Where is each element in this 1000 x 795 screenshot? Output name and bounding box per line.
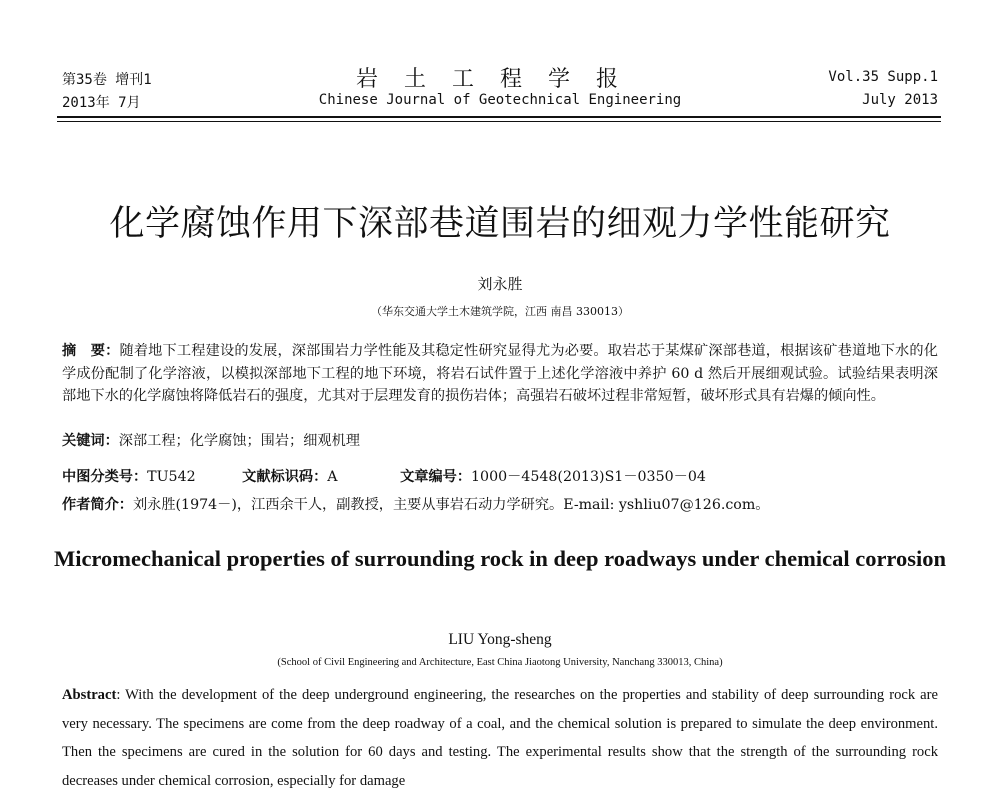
doc-code-label: 文献标识码： xyxy=(242,469,328,485)
keywords-label: 关键词： xyxy=(62,433,119,449)
abstract-label-en: Abstract xyxy=(62,687,117,703)
header-rule-thick xyxy=(57,116,941,118)
abstract-text-en: : With the development of the deep underground engineering, the researches on the properties and stability of deep surrounding rock are very necessary. The specimens are come from the deep roadway of a coal, and the chemical solution is prepared to simulate the deep environment. Then the specimens are cured in the solution for 60 days and testing. The experimental results show that the strength of the surrounding rock decreases under chemical corrosion, especially for damage xyxy=(62,687,938,789)
paper-title-cn: 化学腐蚀作用下深部巷道围岩的细观力学性能研究 xyxy=(109,204,891,244)
publication-date-en: July 2013 xyxy=(862,92,938,108)
abstract-en xyxy=(62,681,938,795)
header-rule-thin xyxy=(57,121,941,122)
article-number-value: 1000－4548(2013)S1－0350－04 xyxy=(471,469,706,485)
abstract-text-cn: 随着地下工程建设的发展，深部围岩力学性能及其稳定性研究显得尤为必要。取岩芯于某煤矿深部巷道，根据该矿巷道地下水的化学成份配制了化学溶液，以模拟深部地下工程的地下环境，将岩石试件置于上述化学溶液中养护 60 d 然后开展细观试验。试验结果表明深部地下水的化学腐蚀将降低岩石的强度，尤其对于层理发育的损伤岩体；高强岩石破坏过程非常短暂，破坏形式具有岩爆的倾向性。 xyxy=(62,343,938,404)
keywords-cn xyxy=(62,430,360,450)
clc-value: TU542 xyxy=(147,469,196,485)
author-name-cn: 刘永胜 xyxy=(477,275,523,293)
author-bio-text: 刘永胜(1974－)，江西余干人，副教授，主要从事岩石动力学研究。E-mail: yshliu07@126.com。 xyxy=(132,497,770,513)
article-number-label: 文章编号： xyxy=(400,469,472,485)
publication-date-cn: 2013年 7月 xyxy=(62,95,141,111)
abstract-label-cn: 摘 要： xyxy=(62,343,120,359)
clc-label: 中图分类号： xyxy=(62,469,148,485)
classification-line xyxy=(62,466,706,486)
volume-issue: 第35卷 增刊1 xyxy=(62,72,152,88)
author-bio-label: 作者简介： xyxy=(62,497,133,513)
author-name-en: LIU Yong-sheng xyxy=(448,631,552,648)
affiliation-en: (School of Civil Engineering and Architecture, East China Jiaotong University, Nanchang 330013, China) xyxy=(277,657,723,668)
abstract-cn xyxy=(62,340,938,408)
doc-code-value: A xyxy=(327,469,338,485)
author-bio xyxy=(62,494,770,514)
journal-title-en: Chinese Journal of Geotechnical Engineering xyxy=(318,92,682,108)
keywords-text: 深部工程；化学腐蚀；围岩；细观机理 xyxy=(118,433,360,449)
affiliation-cn: （华东交通大学土木建筑学院，江西 南昌 330013） xyxy=(371,305,629,318)
volume-issue-en: Vol.35 Supp.1 xyxy=(828,69,938,85)
paper-title-en: Micromechanical properties of surrounding rock in deep roadways under chemical corrosion xyxy=(53,546,947,571)
journal-title-cn: 岩土工程学报 xyxy=(355,67,644,92)
